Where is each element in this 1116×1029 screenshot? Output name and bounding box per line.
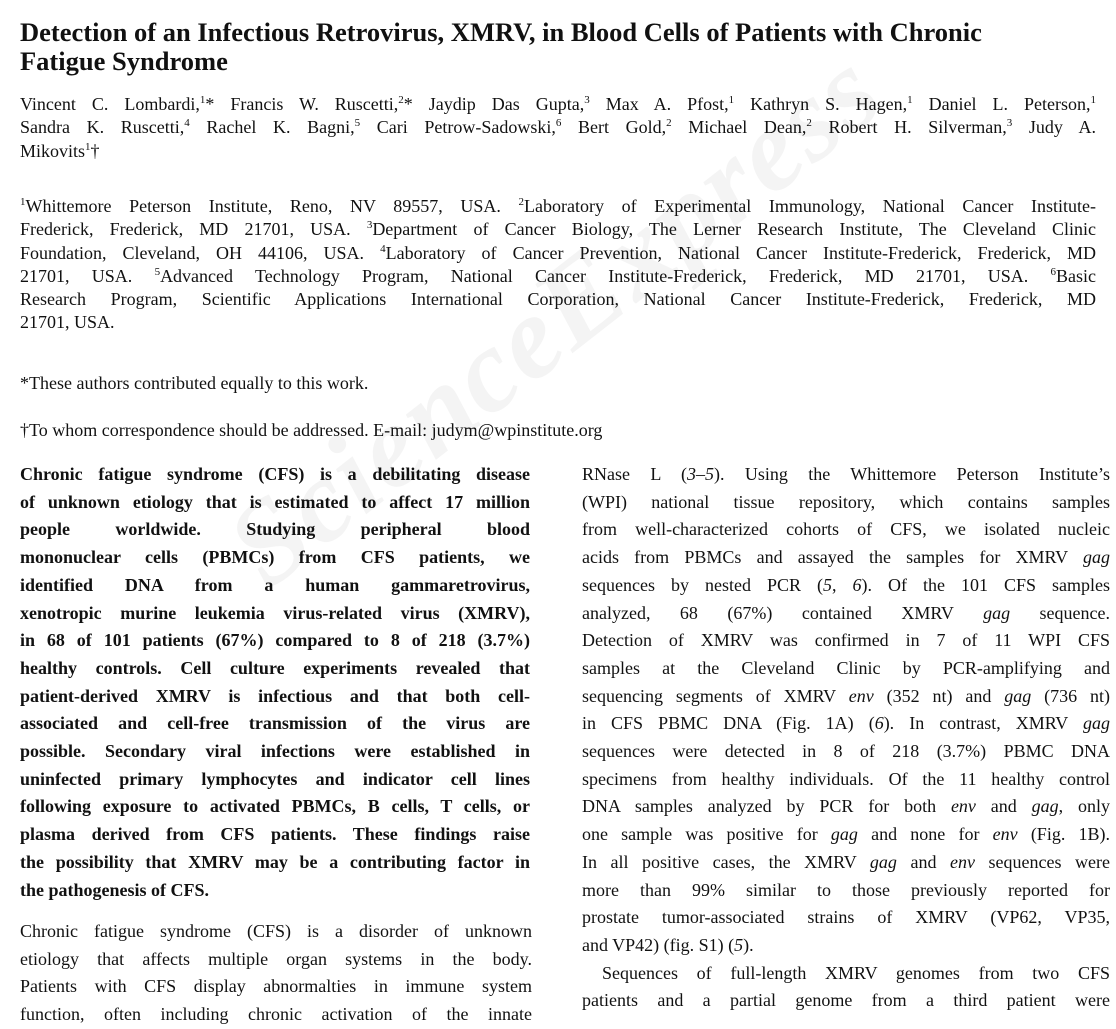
text-line <box>20 544 530 572</box>
text-line <box>20 242 1096 265</box>
text-run: Research Program, Scientific Applications International Corporation, National Cancer Institute-Frederick, Frederick, MD <box>20 289 1096 310</box>
text-run: Sequences of full-length XMRV genomes from two CFS <box>602 962 1110 983</box>
text-run: uninfected primary lymphocytes and indicator cell lines <box>20 768 530 789</box>
text-run: patient-derived XMRV is infectious and that both cell- <box>20 685 530 706</box>
text-line <box>20 918 532 946</box>
text-run: Chronic fatigue syndrome (CFS) is a debilitating disease <box>20 464 530 484</box>
text-run: ). Of the 101 CFS samples <box>861 574 1111 595</box>
text-line <box>20 265 1096 288</box>
superscript: 1 <box>907 94 913 106</box>
text-run: ). In contrast, XMRV <box>883 713 1083 734</box>
superscript: 1 <box>1090 94 1096 106</box>
text-run: in 68 of 101 patients (67%) compared to 8 of 218 (3.7%) <box>20 630 530 651</box>
superscript: 4 <box>380 242 386 255</box>
superscript: 2 <box>398 94 404 106</box>
text-run: Rachel K. Bagni, <box>189 117 355 138</box>
text-run: the possibility that XMRV may be a contributing factor in <box>20 851 530 872</box>
text-run: Laboratory of Experimental Immunology, National Cancer Institute- <box>524 196 1097 216</box>
text-line <box>20 973 532 1001</box>
body-text-right-column <box>582 461 1110 1015</box>
text-run: more than 99% similar to those previously reported for <box>582 879 1110 900</box>
superscript: 2 <box>806 117 812 130</box>
text-run: Fatigue Syndrome <box>20 46 228 76</box>
text-line <box>20 218 1096 241</box>
text-run: * Jaydip Das Gupta, <box>403 94 585 114</box>
text-run: sequence. <box>1010 602 1111 623</box>
italic-text: gag <box>1083 713 1110 734</box>
text-run: 21701, USA. <box>20 312 115 333</box>
text-line <box>582 904 1110 932</box>
text-run: 21701, USA. <box>20 265 155 286</box>
text-run: Bert Gold, <box>561 117 667 138</box>
text-run: sequences were <box>974 851 1110 872</box>
text-run: ). <box>743 934 754 955</box>
text-line <box>20 461 530 489</box>
text-line <box>582 489 1110 517</box>
text-run: sequences were detected in 8 of 218 (3.7%) PBMC DNA <box>582 741 1110 762</box>
italic-text: env <box>992 824 1018 845</box>
text-line <box>582 766 1110 794</box>
text-line <box>582 877 1110 905</box>
superscript: 1 <box>199 94 206 106</box>
text-line <box>20 195 1096 218</box>
text-run: prostate tumor-associated strains of XMRV (VP62, VP35, <box>582 907 1110 928</box>
text-run: (352 nt) and <box>873 685 1005 706</box>
text-line <box>582 849 1110 877</box>
text-line <box>20 600 530 628</box>
text-line <box>582 461 1110 489</box>
text-line <box>20 766 530 794</box>
text-run: DNA samples analyzed by PCR for both <box>582 796 951 817</box>
superscript: 6 <box>1050 265 1057 278</box>
text-run: patients and a partial genome from a third patient were <box>582 990 1110 1011</box>
text-line <box>582 710 1110 738</box>
text-run: samples at the Cleveland Clinic by PCR-amplifying and <box>582 657 1110 678</box>
text-run: Cari Petrow-Sadowski, <box>360 117 556 138</box>
superscript: 2 <box>518 196 525 208</box>
text-line <box>20 738 530 766</box>
text-line <box>582 572 1110 600</box>
text-run: Mikovits <box>20 140 86 161</box>
text-run: and VP42) (fig. S1) ( <box>582 934 735 955</box>
text-run: Michael Dean, <box>671 117 807 138</box>
text-run: analyzed, 68 (67%) contained XMRV <box>582 602 984 623</box>
text-run: etiology that affects multiple organ systems in the body. <box>20 948 532 969</box>
text-run: sequences by nested PCR ( <box>582 574 823 595</box>
text-run: (736 nt) <box>1031 685 1110 706</box>
italic-text: gag <box>869 851 897 872</box>
italic-text: 6 <box>874 713 884 734</box>
text-line <box>20 116 1096 139</box>
italic-text: 5 <box>734 934 744 955</box>
abstract <box>20 461 530 904</box>
superscript: 1 <box>20 196 26 208</box>
text-line <box>582 932 1110 960</box>
superscript: 1 <box>728 94 735 106</box>
text-run: Chronic fatigue syndrome (CFS) is a disorder of unknown <box>20 921 532 941</box>
text-run: possible. Secondary viral infections were established in <box>20 741 530 762</box>
text-run: identified DNA from a human gammaretrovirus, <box>20 574 530 595</box>
text-run: Max A. Pfost, <box>589 94 729 114</box>
text-line <box>582 516 1110 544</box>
text-run: acids from PBMCs and assayed the samples for XMRV <box>582 547 1083 568</box>
text-run: and none for <box>857 824 993 845</box>
text-run: from well-characterized cohorts of CFS, we isolated nucleic <box>582 519 1110 540</box>
italic-text: gag <box>1083 547 1110 568</box>
text-line <box>20 489 530 517</box>
text-run: Sandra K. Ruscetti, <box>20 117 185 138</box>
text-line <box>20 710 530 738</box>
text-run: Department of Cancer Biology, The Lerner Research Institute, The Cleveland Clinic <box>372 219 1096 240</box>
text-run: , only <box>1058 796 1110 817</box>
text-run: of unknown etiology that is estimated to affect 17 million <box>20 491 530 512</box>
text-run: Vincent C. Lombardi, <box>20 94 200 114</box>
text-line <box>20 683 530 711</box>
italic-text: gag <box>983 602 1011 623</box>
text-line <box>20 627 530 655</box>
text-run: * Francis W. Ruscetti, <box>205 94 399 114</box>
text-run: In all positive cases, the XMRV <box>582 851 870 872</box>
text-run: and <box>896 851 950 872</box>
text-run: plasma derived from CFS patients. These findings raise <box>20 824 530 845</box>
text-run: Kathryn S. Hagen, <box>734 94 908 114</box>
text-run: sequencing segments of XMRV <box>582 685 849 706</box>
text-run: † <box>90 140 100 161</box>
superscript: 3 <box>584 94 590 106</box>
text-run: specimens from healthy individuals. Of the 11 healthy control <box>582 768 1110 789</box>
text-run: ). Using the Whittemore Peterson Institute’s <box>714 464 1110 484</box>
text-run: RNase L ( <box>582 464 688 484</box>
italic-text: gag <box>1031 796 1059 817</box>
text-line <box>582 683 1110 711</box>
text-run: Foundation, Cleveland, OH 44106, USA. <box>20 242 381 263</box>
text-run: Robert H. Silverman, <box>811 117 1007 138</box>
text-line <box>20 18 1112 47</box>
text-run: xenotropic murine leukemia virus-related virus (XMRV), <box>20 602 530 623</box>
text-run: Detection of an Infectious Retrovirus, XMRV, in Blood Cells of Patients with Chronic <box>20 17 982 47</box>
italic-text: env <box>848 685 874 706</box>
italic-text: gag <box>830 824 858 845</box>
text-line <box>582 655 1110 683</box>
text-line <box>20 946 532 974</box>
text-line <box>582 600 1110 628</box>
text-line <box>20 877 530 905</box>
paper-title <box>20 18 1112 76</box>
text-line <box>582 627 1110 655</box>
text-line <box>20 793 530 821</box>
text-line <box>20 849 530 877</box>
text-run: Daniel L. Peterson, <box>912 94 1091 114</box>
superscript: 1 <box>85 140 91 153</box>
text-line <box>582 960 1110 988</box>
text-run: Laboratory of Cancer Prevention, National Cancer Institute-Frederick, Frederick, MD <box>385 242 1096 263</box>
superscript: 6 <box>555 117 562 130</box>
superscript: 5 <box>154 265 161 278</box>
text-line <box>582 821 1110 849</box>
superscript: 2 <box>666 117 672 130</box>
italic-text: gag <box>1004 685 1032 706</box>
text-run: (WPI) national tissue repository, which contains samples <box>582 491 1110 512</box>
superscript: 3 <box>366 219 373 232</box>
text-run: Detection of XMRV was confirmed in 7 of 11 WPI CFS <box>582 630 1110 651</box>
italic-text: 3–5 <box>687 464 715 484</box>
superscript: 5 <box>354 117 361 130</box>
italic-text: env <box>950 796 976 817</box>
text-run: people worldwide. Studying peripheral blood <box>20 519 530 540</box>
text-run: the pathogenesis of CFS. <box>20 879 210 900</box>
text-run: mononuclear cells (PBMCs) from CFS patients, we <box>20 547 530 568</box>
text-line <box>20 1001 532 1029</box>
text-line <box>20 572 530 600</box>
body-text-left-column <box>20 918 532 1029</box>
text-line <box>582 544 1110 572</box>
text-run: healthy controls. Cell culture experiments revealed that <box>20 657 530 678</box>
affiliations <box>20 195 1096 335</box>
text-line <box>20 140 1096 163</box>
author-list <box>20 93 1096 163</box>
superscript: 4 <box>184 117 190 130</box>
text-line <box>20 288 1096 311</box>
correspondence-note: †To whom correspondence should be addressed. E-mail: judym@wpinstitute.org <box>20 420 603 440</box>
text-line <box>20 655 530 683</box>
text-line <box>20 93 1096 116</box>
text-run: (Fig. 1B). <box>1017 824 1111 845</box>
text-run: Whittemore Peterson Institute, Reno, NV 89557, USA. <box>25 196 519 216</box>
text-run: associated and cell-free transmission of the virus are <box>20 713 530 734</box>
text-run: Patients with CFS display abnormalties in immune system <box>20 976 532 997</box>
text-run: , <box>831 574 853 595</box>
text-run: function, often including chronic activation of the innate <box>20 1004 532 1025</box>
text-line <box>20 47 1112 76</box>
text-run: following exposure to activated PBMCs, B cells, T cells, or <box>20 796 530 817</box>
italic-text: env <box>949 851 975 872</box>
text-run: Frederick, Frederick, MD 21701, USA. <box>20 219 367 240</box>
italic-text: 6 <box>852 574 862 595</box>
text-run: one sample was positive for <box>582 824 831 845</box>
text-line <box>582 738 1110 766</box>
superscript: 3 <box>1006 117 1013 130</box>
text-run: Advanced Technology Program, National Cancer Institute-Frederick, Frederick, MD 21701, USA. <box>160 265 1051 286</box>
text-run: and <box>975 796 1032 817</box>
text-run: in CFS PBMC DNA (Fig. 1A) ( <box>582 713 875 734</box>
text-run: Basic <box>1056 265 1097 286</box>
text-line <box>20 516 530 544</box>
equal-contribution-note: *These authors contributed equally to this work. <box>20 373 369 393</box>
text-run: Judy A. <box>1012 117 1097 138</box>
italic-text: 5 <box>822 574 832 595</box>
text-line <box>582 987 1110 1015</box>
text-line <box>582 793 1110 821</box>
text-line <box>20 821 530 849</box>
text-line <box>20 311 1096 334</box>
